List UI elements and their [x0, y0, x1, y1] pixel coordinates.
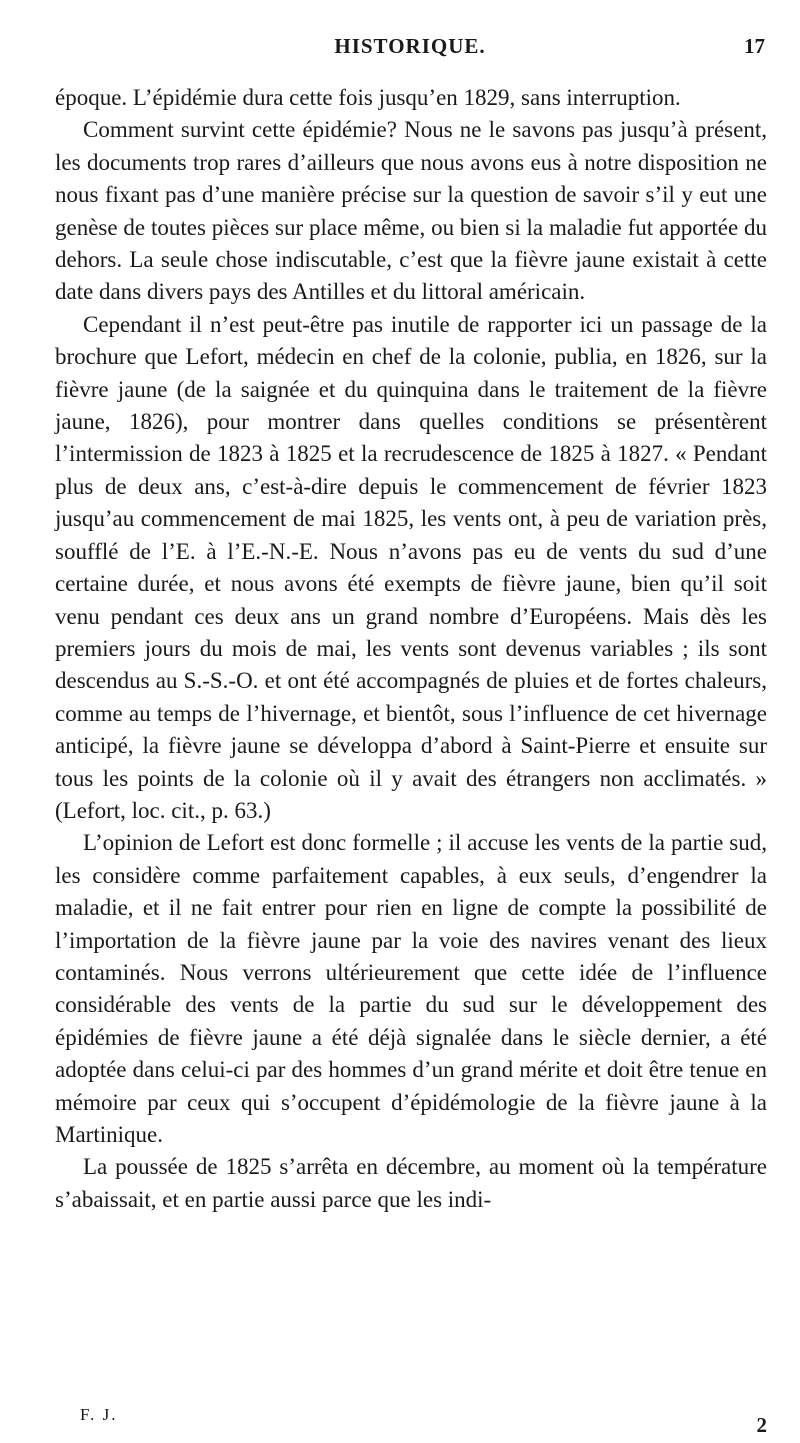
paragraph-poussee-1825: La poussée de 1825 s’arrêta en décembre, au moment où la température s’abaissait, et en partie aussi parce que les indi- — [55, 1154, 767, 1212]
body-text — [55, 82, 767, 1216]
running-title: HISTORIQUE. — [334, 34, 486, 58]
signature-number: 2 — [756, 1413, 767, 1437]
paragraph-lefort-quote: Cependant il n’est peut-être pas inutile de rapporter ici un passage de la brochure que Lefort, médecin en chef de la colonie, publia, en 1826, sur la fièvre jaune (de la saignée et du quinquina dans le traitement de la fièvre jaune, 1826), pour montrer dans quelles conditions se présentèrent l’intermission de 1823 à 1825 et la recrudescence de 1825 à 1827. « Pendant plus de deux ans, c’est-à-dire depuis le commencement de février 1823 jusqu’au commencement de mai 1825, les vents ont, à peu de variation près, soufflé de l’E. à l’E.-N.-E. Nous n’avons pas eu de vents du sud d’une certaine durée, et nous avons été exempts de fièvre jaune, bien qu’il soit venu pendant ces deux ans un grand nombre d’Européens. Mais dès les premiers jours du mois de mai, les vents sont devenus variables ; ils sont descendus au S.-S.-O. et ont été accompagnés de pluies et de fortes chaleurs, comme au temps de l’hivernage, et bientôt, sous l’influence de cet hivernage anticipé, la fièvre jaune se développa d’abord à Saint-Pierre et ensuite sur tous les points de la colonie où il y avait des étrangers non acclimatés. » (Lefort, loc. cit., p. 63.) — [55, 311, 767, 823]
paragraph-origin-question: Comment survint cette épidémie? Nous ne le savons pas jusqu’à présent, les documents trop rares d’ailleurs que nous avons eus à notre disposition ne nous fixant pas d’une manière précise sur la question de savoir s’il y eut une genèse de toutes pièces sur place même, ou bien si la maladie fut apportée du dehors. La seule chose indiscutable, c’est que la fièvre jaune existait à cette date dans divers pays des Antilles et du littoral américain. — [55, 117, 767, 305]
paragraph-continuation: époque. L’épidémie dura cette fois jusqu’en 1829, sans interruption. — [55, 85, 681, 110]
paragraph-lefort-opinion: L’opinion de Lefort est donc formelle ; il accuse les vents de la partie sud, les considère comme parfaitement capables, à eux seuls, d’engendrer la maladie, et il ne fait entrer pour rien en ligne de compte la possibilité de l’importation de la fièvre jaune par la voie des navires venant des lieux contaminés. Nous verrons ultérieurement que cette idée de l’influence considérable des vents de la partie du sud sur le développement des épidémies de fièvre jaune a été déjà signalée dans le siècle dernier, a été adoptée dans celui-ci par des hommes d’un grand mérite et doit être tenue en mémoire par ceux qui s’occupent d’épidémologie de la fièvre jaune à la Martinique. — [55, 830, 767, 1147]
signature-mark: F. J. — [80, 1405, 118, 1424]
page-number: 17 — [744, 34, 765, 58]
page-footer — [55, 1405, 767, 1435]
running-head — [55, 34, 765, 64]
